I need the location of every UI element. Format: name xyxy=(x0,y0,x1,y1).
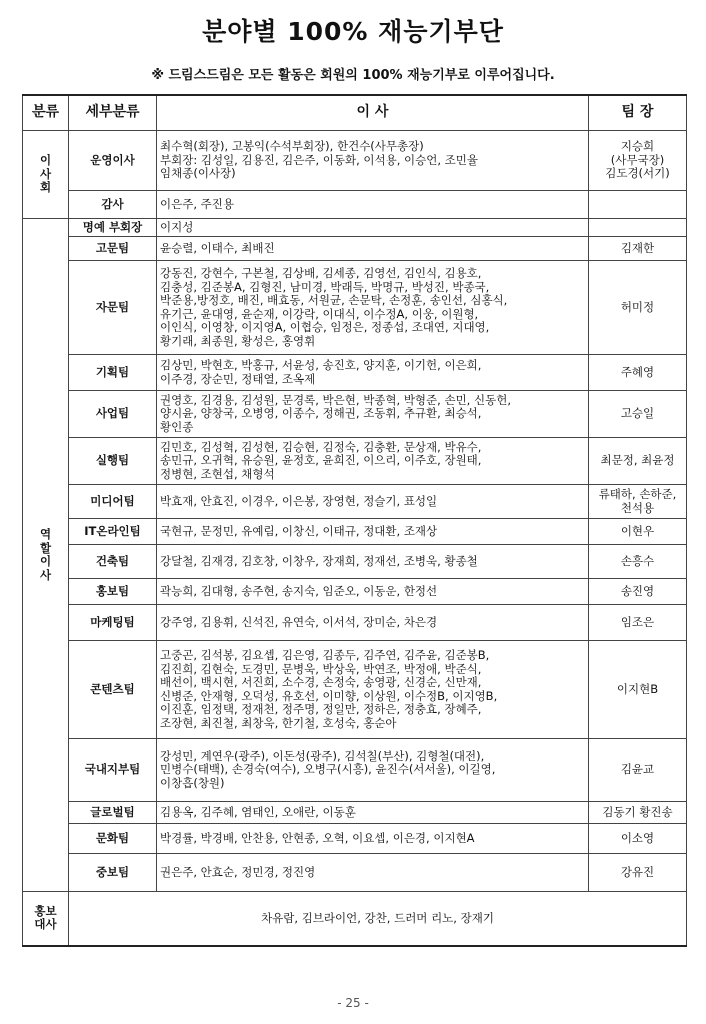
member-line: 이진훈, 임정택, 정재천, 정주명, 정일만, 정하은, 정충효, 장혜주, xyxy=(160,702,482,716)
category-char: 사 xyxy=(39,567,52,582)
header-members: 이 사 xyxy=(157,95,589,131)
leader-line: 김동기 황진송 xyxy=(602,804,673,819)
leader-line: 김재한 xyxy=(620,240,655,255)
leader-cell xyxy=(589,438,687,485)
member-line: 최수혁(회장), 고봉익(수석부회장), 한건수(사무총장) xyxy=(160,139,424,154)
table-row xyxy=(23,739,687,802)
category-board xyxy=(23,131,69,219)
header-leader: 팀 장 xyxy=(589,95,687,131)
table-row xyxy=(23,605,687,641)
member-line: 고중곤, 김석봉, 김요셉, 김은영, 김종두, 김주연, 김주윤, 김준봉B, xyxy=(160,648,490,662)
member-line: 임채종(이사장) xyxy=(160,166,236,181)
subcategory-cell: 감사 xyxy=(69,191,157,219)
members-cell xyxy=(157,545,589,579)
leader-line: 지승희 xyxy=(620,139,655,154)
leader-line: 이소영 xyxy=(620,830,655,845)
members-cell xyxy=(157,438,589,485)
members-cell xyxy=(157,237,589,261)
category-char: 할 xyxy=(39,540,52,555)
member-line: 민병수(태백), 손경숙(여수), 오병구(시흥), 윤진수(서서울), 이길영, xyxy=(160,762,496,777)
leader-line: 최문정, 최윤정 xyxy=(600,453,675,468)
subcategory-cell: 홍보팀 xyxy=(69,579,157,605)
table-row xyxy=(23,355,687,391)
subcategory-cell: 고문팀 xyxy=(69,237,157,261)
members-cell xyxy=(157,519,589,545)
leader-cell xyxy=(589,605,687,641)
members-cell xyxy=(157,261,589,355)
member-line: 황인종 xyxy=(160,419,194,434)
leader-line: 임조은 xyxy=(620,614,655,629)
subcategory-cell: 실행팀 xyxy=(69,438,157,485)
table-row xyxy=(23,854,687,892)
members-cell xyxy=(157,191,589,219)
leader-cell xyxy=(589,641,687,739)
leader-line: 천석용 xyxy=(620,500,655,515)
member-line: 김진희, 김현숙, 도경민, 문병욱, 박상욱, 박연조, 박정애, 박준식, xyxy=(160,661,482,676)
member-line: 권은주, 안효순, 정민경, 정진영 xyxy=(160,864,316,879)
category-char: 사 xyxy=(39,166,52,181)
subcategory-cell: 명예 부회장 xyxy=(69,219,157,237)
leader-cell xyxy=(589,131,687,191)
members-cell xyxy=(157,739,589,802)
leader-cell xyxy=(589,824,687,854)
members-cell xyxy=(157,485,589,519)
subcategory-cell: 건축팀 xyxy=(69,545,157,579)
subcategory-cell: 자문팀 xyxy=(69,261,157,355)
member-line: 이주경, 장순민, 정태열, 조옥제 xyxy=(160,371,316,386)
member-line: 신병준, 안재형, 오덕성, 유호선, 이미향, 이상원, 이수정B, 이지영B, xyxy=(160,688,498,703)
leader-cell xyxy=(589,391,687,438)
subcategory-cell: 중보팀 xyxy=(69,854,157,892)
member-line: 김상민, 박현호, 박홍규, 서윤성, 송진호, 양지훈, 이기헌, 이은희, xyxy=(160,358,482,372)
leader-line: 손흥수 xyxy=(620,553,655,568)
leader-cell xyxy=(589,219,687,237)
table-row xyxy=(23,824,687,854)
leader-cell xyxy=(589,355,687,391)
table-row xyxy=(23,391,687,438)
table-row xyxy=(23,545,687,579)
category-char: 회 xyxy=(39,180,52,195)
member-line: 정병현, 조현섭, 채형석 xyxy=(160,466,275,481)
table-row xyxy=(23,802,687,824)
member-line: 이인식, 이영창, 이지영A, 이협승, 임정은, 정종섭, 조대연, 지대영, xyxy=(160,320,490,334)
member-line: 이창흡(창원) xyxy=(160,775,225,790)
member-line: 박효재, 안효진, 이경우, 이은봉, 장영현, 정슬기, 표성일 xyxy=(160,493,438,508)
subcategory-cell: 사업팀 xyxy=(69,391,157,438)
members-cell xyxy=(157,641,589,739)
member-line: 조장현, 최진철, 최창욱, 한기철, 호성숙, 홍순아 xyxy=(160,715,397,730)
leader-cell xyxy=(589,261,687,355)
member-line: 김용옥, 김주혜, 염태인, 오애란, 이동훈 xyxy=(160,804,356,819)
leader-line: 김도경(서기) xyxy=(605,166,670,181)
member-line: 권영호, 김경용, 김성원, 문경록, 박은현, 박종혁, 박형준, 손민, 신동헌, xyxy=(160,392,511,407)
header-row xyxy=(23,95,687,131)
header-subcategory: 세부분류 xyxy=(69,95,157,131)
subcategory-cell: 기획팀 xyxy=(69,355,157,391)
category-roles xyxy=(23,219,69,892)
table-row xyxy=(23,191,687,219)
table-row xyxy=(23,519,687,545)
member-line: 강주영, 김용휘, 신석진, 유연숙, 이서석, 장미순, 차은경 xyxy=(160,614,438,629)
leader-cell xyxy=(589,802,687,824)
leader-line: 이지현B xyxy=(616,681,659,696)
subcategory-cell: 글로벌팀 xyxy=(69,802,157,824)
member-line: 김민호, 김성혁, 김성현, 김승현, 김정숙, 김충환, 문상재, 박유수, xyxy=(160,439,482,454)
table-row xyxy=(23,237,687,261)
table-row xyxy=(23,485,687,519)
leader-line: 김윤교 xyxy=(620,762,655,777)
member-line: 부회장: 김성일, 김용진, 김은주, 이동화, 이석용, 이승언, 조민율 xyxy=(160,152,479,167)
leader-line: 강유진 xyxy=(620,864,655,879)
subcategory-cell: 운영이사 xyxy=(69,131,157,191)
leader-cell xyxy=(589,519,687,545)
member-line: 박경률, 박경배, 안찬용, 안현종, 오혁, 이요셉, 이은경, 이지현A xyxy=(160,830,475,845)
member-line: 송민규, 오귀혁, 유승원, 윤정호, 윤희진, 이으리, 이주호, 장원태, xyxy=(160,453,482,468)
subcategory-cell: 콘텐츠팀 xyxy=(69,641,157,739)
category-char: 이 xyxy=(39,554,52,568)
member-line: 이지성 xyxy=(160,219,194,234)
member-line: 곽능희, 김대형, 송주현, 송지숙, 임준오, 이동운, 한정선 xyxy=(160,583,438,598)
header-category: 분류 xyxy=(23,95,69,131)
category-char: 역 xyxy=(39,527,52,541)
leader-line: 이현우 xyxy=(620,523,655,538)
category-char: 대사 xyxy=(34,917,57,932)
member-line: 박준용,방정호, 배진, 배효동, 서원균, 손문탁, 손정훈, 송인선, 심홍식, xyxy=(160,293,508,307)
member-line: 유기근, 윤대영, 윤순재, 이강락, 이대식, 이수정A, 이웅, 이원형, xyxy=(160,306,479,321)
table-row xyxy=(23,579,687,605)
members-cell xyxy=(157,219,589,237)
members-cell xyxy=(157,579,589,605)
members-cell xyxy=(157,854,589,892)
member-line: 강동진, 강현수, 구본철, 김상배, 김세종, 김영선, 김인식, 김용호, xyxy=(160,266,482,280)
page-title: 분야별 100% 재능기부단 xyxy=(202,17,504,46)
ambassadors-cell: 차유람, 김브라이언, 강찬, 드러머 리노, 장재기 xyxy=(69,892,687,946)
subcategory-cell: IT온라인팀 xyxy=(69,519,157,545)
members-cell xyxy=(157,391,589,438)
table-row xyxy=(23,131,687,191)
member-line: 국현규, 문정민, 유예림, 이창신, 이태규, 정대환, 조재상 xyxy=(160,523,438,538)
member-line: 윤승렬, 이태수, 최배진 xyxy=(160,240,275,255)
leader-cell xyxy=(589,485,687,519)
leader-cell xyxy=(589,237,687,261)
leader-line: 류태하, 손하준, xyxy=(598,487,677,501)
leader-cell xyxy=(589,739,687,802)
page-subtitle: ※ 드림스드림은 모든 활동은 회원의 100% 재능기부로 이루어집니다. xyxy=(151,68,555,83)
talent-donation-table xyxy=(22,94,687,947)
members-cell xyxy=(157,824,589,854)
subcategory-cell: 문화팀 xyxy=(69,824,157,854)
subcategory-cell: 국내지부팀 xyxy=(69,739,157,802)
member-line: 배선이, 백시현, 서진희, 소수경, 손정숙, 송영광, 신경순, 신만재, xyxy=(160,675,482,689)
leader-cell xyxy=(589,579,687,605)
page-number: - 25 - xyxy=(337,996,369,1010)
member-line: 이은주, 주진용 xyxy=(160,196,234,211)
members-cell xyxy=(157,131,589,191)
member-line: 강달철, 김재경, 김호창, 이창우, 장재희, 정재선, 조병욱, 황종철 xyxy=(160,553,478,568)
leader-cell xyxy=(589,854,687,892)
subcategory-cell: 미디어팀 xyxy=(69,485,157,519)
leader-cell xyxy=(589,191,687,219)
table-row xyxy=(23,892,687,946)
table-row xyxy=(23,219,687,237)
leader-line: 고승일 xyxy=(620,406,655,421)
category-char: 홍보 xyxy=(34,903,57,918)
members-cell xyxy=(157,605,589,641)
member-line: 김충성, 김준봉A, 김형진, 남미경, 박래득, 박명규, 박성진, 박종국, xyxy=(160,279,490,294)
table-row xyxy=(23,641,687,739)
subcategory-cell: 마케팅팀 xyxy=(69,605,157,641)
category-ambassadors xyxy=(23,892,69,946)
member-line: 강성민, 계연우(광주), 이돈성(광주), 김석칠(부산), 김형철(대전), xyxy=(160,748,485,763)
table-row xyxy=(23,438,687,485)
leader-line: 주혜영 xyxy=(620,364,655,379)
members-cell xyxy=(157,802,589,824)
table-row xyxy=(23,261,687,355)
member-line: 황기래, 최종원, 황성은, 홍영휘 xyxy=(160,333,316,348)
leader-line: (사무국장) xyxy=(610,152,665,167)
member-line: 양시윤, 양창국, 오병영, 이종수, 정해권, 조동휘, 추규환, 최승석, xyxy=(160,406,482,421)
category-char: 이 xyxy=(39,153,52,168)
members-cell xyxy=(157,355,589,391)
leader-line: 송진영 xyxy=(620,583,655,598)
leader-line: 허미정 xyxy=(620,299,655,314)
leader-cell xyxy=(589,545,687,579)
